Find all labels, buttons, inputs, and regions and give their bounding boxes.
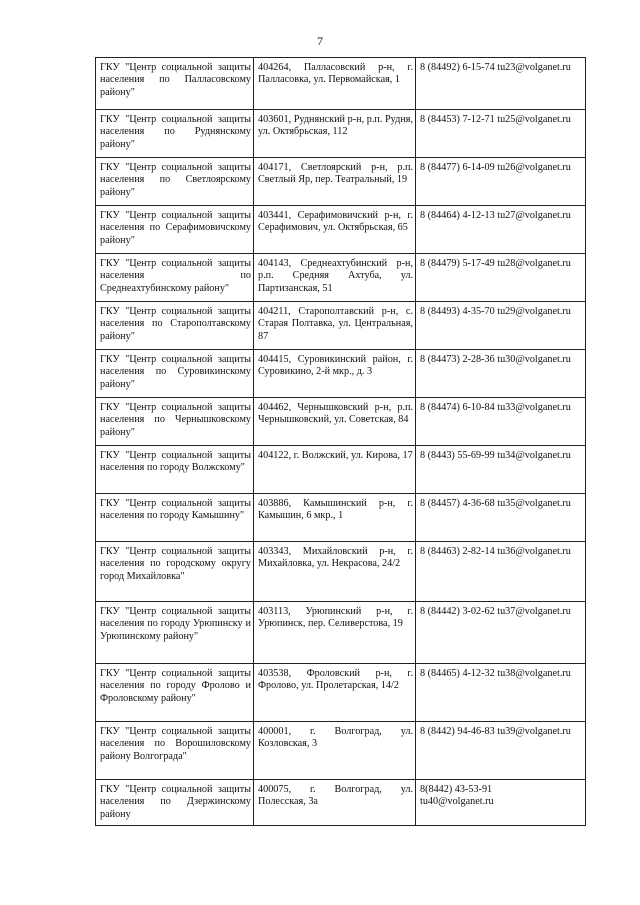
contact-line: tu40@volganet.ru: [420, 796, 494, 808]
office-contact-cell: [416, 158, 586, 206]
office-name-cell: ГКУ "Центр социальной защиты населения по городу Камышину": [96, 494, 254, 542]
office-address-cell: 404462, Чернышковский р-н, р.п. Чернышковский, ул. Советская, 84: [254, 398, 416, 446]
office-contact-cell: [416, 58, 586, 110]
office-name-cell: ГКУ "Центр социальной защиты населения по Чернышковскому району": [96, 398, 254, 446]
contact-line: 8(8442) 43-53-91: [420, 784, 493, 795]
office-contact-cell: [416, 398, 586, 446]
office-name-cell: ГКУ "Центр социальной защиты населения по городу Урюпинску и Урюпинскому району": [96, 602, 254, 664]
page-number: 7: [317, 34, 323, 48]
table-row: [96, 110, 586, 158]
office-contact-cell: [416, 722, 586, 780]
office-name-cell: ГКУ "Центр социальной защиты населения по Суровикинскому району": [96, 350, 254, 398]
table-row: [96, 302, 586, 350]
table-row: [96, 350, 586, 398]
office-name-cell: ГКУ "Центр социальной защиты населения по городу Фролово и Фроловскому району": [96, 664, 254, 722]
office-address-cell: 403441, Серафимовичский р-н, г. Серафимович, ул. Октябрьская, 65: [254, 206, 416, 254]
office-contact-cell: [416, 602, 586, 664]
office-address-cell: 403113, Урюпинский р-н, г. Урюпинск, пер. Селиверстова, 19: [254, 602, 416, 664]
office-contact-cell: [416, 206, 586, 254]
table-row: [96, 398, 586, 446]
office-contact-cell: [416, 302, 586, 350]
office-name-cell: ГКУ "Центр социальной защиты населения по Светлоярскому району": [96, 158, 254, 206]
office-name-cell: ГКУ "Центр социальной защиты населения по Старополтавскому району": [96, 302, 254, 350]
contact-line: 8 (84442) 3-02-62 tu37@volganet.ru: [420, 606, 571, 617]
office-address-cell: 404415, Суровикинский район, г. Суровикино, 2-й мкр., д. 3: [254, 350, 416, 398]
contact-line: 8 (8443) 55-69-99 tu34@volganet.ru: [420, 450, 571, 461]
office-address-cell: 404143, Среднеахтубинский р-н, р.п. Средняя Ахтуба, ул. Партизанская, 51: [254, 254, 416, 302]
table-row: [96, 158, 586, 206]
contact-line: 8 (84493) 4-35-70 tu29@volganet.ru: [420, 306, 571, 317]
office-contact-cell: [416, 254, 586, 302]
contact-line: 8 (84474) 6-10-84 tu33@volganet.ru: [420, 402, 571, 413]
table-row: [96, 664, 586, 722]
office-address-cell: 404211, Старополтавский р-н, с. Старая Полтавка, ул. Центральная, 87: [254, 302, 416, 350]
table-row: [96, 254, 586, 302]
contact-line: 8 (84465) 4-12-32 tu38@volganet.ru: [420, 668, 571, 679]
office-address-cell: 403538, Фроловский р-н, г. Фролово, ул. Пролетарская, 14/2: [254, 664, 416, 722]
office-name-cell: ГКУ "Центр социальной защиты населения по городу Волжскому": [96, 446, 254, 494]
office-contact-cell: [416, 780, 586, 826]
office-contact-cell: [416, 446, 586, 494]
table-row: [96, 58, 586, 110]
contact-line: 8 (84477) 6-14-09 tu26@volganet.ru: [420, 162, 571, 173]
office-address-cell: 403886, Камышинский р-н, г. Камышин, 6 мкр., 1: [254, 494, 416, 542]
contact-line: 8 (84457) 4-36-68 tu35@volganet.ru: [420, 498, 571, 509]
contact-line: 8 (84463) 2-82-14 tu36@volganet.ru: [420, 546, 571, 557]
office-address-cell: 403601, Руднянский р-н, р.п. Рудня, ул. Октябрьская, 112: [254, 110, 416, 158]
office-name-cell: ГКУ "Центр социальной защиты населения по Руднянскому району": [96, 110, 254, 158]
table-row: [96, 602, 586, 664]
contact-line: 8 (84453) 7-12-71 tu25@volganet.ru: [420, 114, 571, 125]
office-contact-cell: [416, 494, 586, 542]
table-row: [96, 494, 586, 542]
office-contact-cell: [416, 664, 586, 722]
table-row: [96, 780, 586, 826]
office-name-cell: ГКУ "Центр социальной защиты населения по Серафимовичскому району": [96, 206, 254, 254]
contact-line: 8 (84479) 5-17-49 tu28@volganet.ru: [420, 258, 571, 269]
office-contact-cell: [416, 110, 586, 158]
table-row: [96, 206, 586, 254]
office-name-cell: ГКУ "Центр социальной защиты населения по Дзержинскому району: [96, 780, 254, 826]
office-contact-cell: [416, 350, 586, 398]
office-name-cell: ГКУ "Центр социальной защиты населения по Среднеахтубинскому району": [96, 254, 254, 302]
office-name-cell: ГКУ "Центр социальной защиты населения по городскому округу город Михайловка": [96, 542, 254, 602]
office-address-cell: 404122, г. Волжский, ул. Кирова, 17: [254, 446, 416, 494]
contact-line: 8 (8442) 94-46-83 tu39@volganet.ru: [420, 726, 571, 737]
table-row: [96, 446, 586, 494]
offices-table: [95, 57, 586, 826]
office-name-cell: ГКУ "Центр социальной защиты населения по Палласовскому району": [96, 58, 254, 110]
office-address-cell: 400075, г. Волгоград, ул. Полесская, 3а: [254, 780, 416, 826]
table-row: [96, 542, 586, 602]
contact-line: 8 (84464) 4-12-13 tu27@volganet.ru: [420, 210, 571, 221]
office-contact-cell: [416, 542, 586, 602]
office-address-cell: 403343, Михайловский р-н, г. Михайловка, ул. Некрасова, 24/2: [254, 542, 416, 602]
contact-line: 8 (84473) 2-28-36 tu30@volganet.ru: [420, 354, 571, 365]
table-row: [96, 722, 586, 780]
office-address-cell: 404171, Светлоярский р-н, р.п. Светлый Яр, пер. Театральный, 19: [254, 158, 416, 206]
office-name-cell: ГКУ "Центр социальной защиты населения по Ворошиловскому району Волгограда": [96, 722, 254, 780]
contact-line: 8 (84492) 6-15-74 tu23@volganet.ru: [420, 62, 571, 73]
office-address-cell: 404264, Палласовский р-н, г. Палласовка, ул. Первомайская, 1: [254, 58, 416, 110]
offices-table-body: [96, 58, 586, 826]
office-address-cell: 400001, г. Волгоград, ул. Козловская, 3: [254, 722, 416, 780]
